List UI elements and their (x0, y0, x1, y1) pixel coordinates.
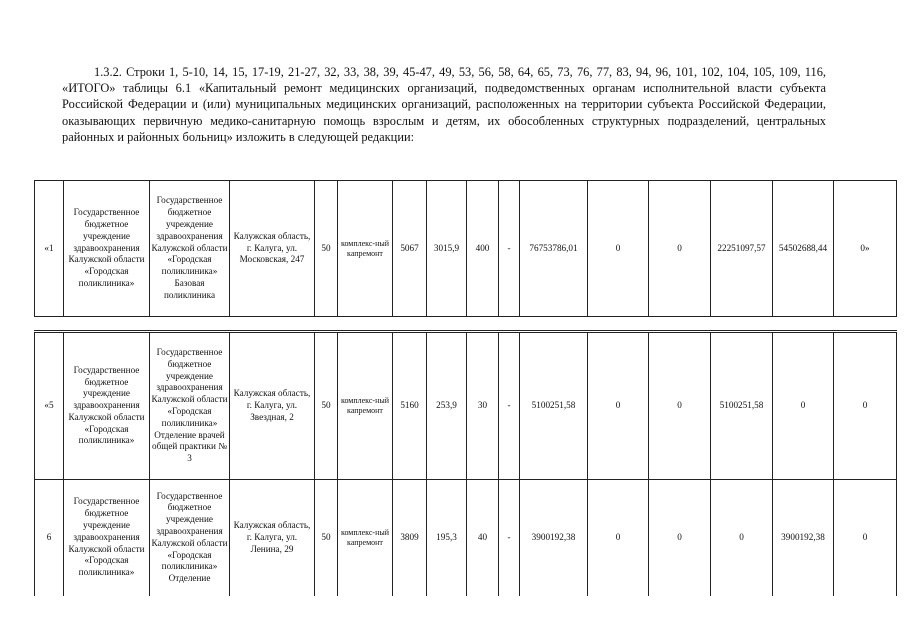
repair-table-part-2 (34, 330, 897, 596)
cell-col14: 22251097,57 (711, 181, 773, 317)
cell-col14: 5100251,58 (711, 332, 773, 480)
cell-col12: 0 (588, 332, 649, 480)
cell-col5: 50 (315, 480, 338, 596)
table-row (35, 480, 897, 596)
intro-paragraph: 1.3.2. Строки 1, 5-10, 14, 15, 17-19, 21-27, 32, 33, 38, 39, 45-47, 49, 53, 56, 58, 64, 65, 73, 76, 77, 83, 94, 96, 101, 102, 104, 105, 109, 116, «ИТОГО» таблицы 6.1 «Капитальный ремонт медицинских организаций, подведомственных органам исполнительной власти субъекта Российской Федерации и (или) муниципальных медицинских организаций, расположенных на территории субъекта Российской Федерации, оказывающих первичную медико-санитарную помощь взрослым и детям, их обособленных структурных подразделений, центральных районных и районных больниц» изложить в следующей редакции: (62, 65, 826, 144)
cell-total: 76753786,01 (520, 181, 588, 317)
cell-col7: 5160 (393, 332, 427, 480)
cell-col16: 0 (834, 332, 897, 480)
branch-name: Государственное бюджетное учреждение здравоохранения Калужской области «Городская поликлиника» Базовая поликлиника (150, 181, 230, 317)
cell-col8: 253,9 (427, 332, 467, 480)
repair-type: комплекс-ный капремонт (338, 480, 393, 596)
cell-col16: 0 (834, 480, 897, 596)
cell-col12: 0 (588, 480, 649, 596)
cell-col5: 50 (315, 332, 338, 480)
cell-col10: - (499, 181, 520, 317)
cell-col12: 0 (588, 181, 649, 317)
organization-name: Государственное бюджетное учреждение здравоохранения Калужской области «Городская поликлиника» (64, 181, 150, 317)
row-number: «5 (35, 332, 64, 480)
table-row (35, 332, 897, 480)
repair-type: комплекс-ный капремонт (338, 332, 393, 480)
cell-total: 3900192,38 (520, 480, 588, 596)
address: Калужская область, г. Калуга, ул. Ленина, 29 (230, 480, 315, 596)
cell-col7: 3809 (393, 480, 427, 596)
cell-col15: 0 (773, 332, 834, 480)
cell-col8: 195,3 (427, 480, 467, 596)
cell-col13: 0 (649, 480, 711, 596)
cell-col9: 400 (467, 181, 499, 317)
address: Калужская область, г. Калуга, ул. Звездная, 2 (230, 332, 315, 480)
cell-col10: - (499, 332, 520, 480)
repair-type: комплекс-ный капремонт (338, 181, 393, 317)
cell-col9: 30 (467, 332, 499, 480)
cell-col15: 54502688,44 (773, 181, 834, 317)
cell-col7: 5067 (393, 181, 427, 317)
table-row (35, 181, 897, 317)
cell-col9: 40 (467, 480, 499, 596)
branch-name: Государственное бюджетное учреждение здравоохранения Калужской области «Городская поликлиника» Отделение (150, 480, 230, 596)
repair-table-part-1 (34, 180, 897, 317)
row-number: «1 (35, 181, 64, 317)
address: Калужская область, г. Калуга, ул. Московская, 247 (230, 181, 315, 317)
organization-name: Государственное бюджетное учреждение здравоохранения Калужской области «Городская поликлиника» (64, 480, 150, 596)
branch-name: Государственное бюджетное учреждение здравоохранения Калужской области «Городская поликлиника» Отделение врачей общей практики № 3 (150, 332, 230, 480)
cell-col14: 0 (711, 480, 773, 596)
cell-col10: - (499, 480, 520, 596)
cell-col15: 3900192,38 (773, 480, 834, 596)
row-number: 6 (35, 480, 64, 596)
cell-total: 5100251,58 (520, 332, 588, 480)
cell-col13: 0 (649, 181, 711, 317)
organization-name: Государственное бюджетное учреждение здравоохранения Калужской области «Городская поликлиника» (64, 332, 150, 480)
cell-col13: 0 (649, 332, 711, 480)
cell-col16: 0» (834, 181, 897, 317)
cell-col8: 3015,9 (427, 181, 467, 317)
cell-col5: 50 (315, 181, 338, 317)
